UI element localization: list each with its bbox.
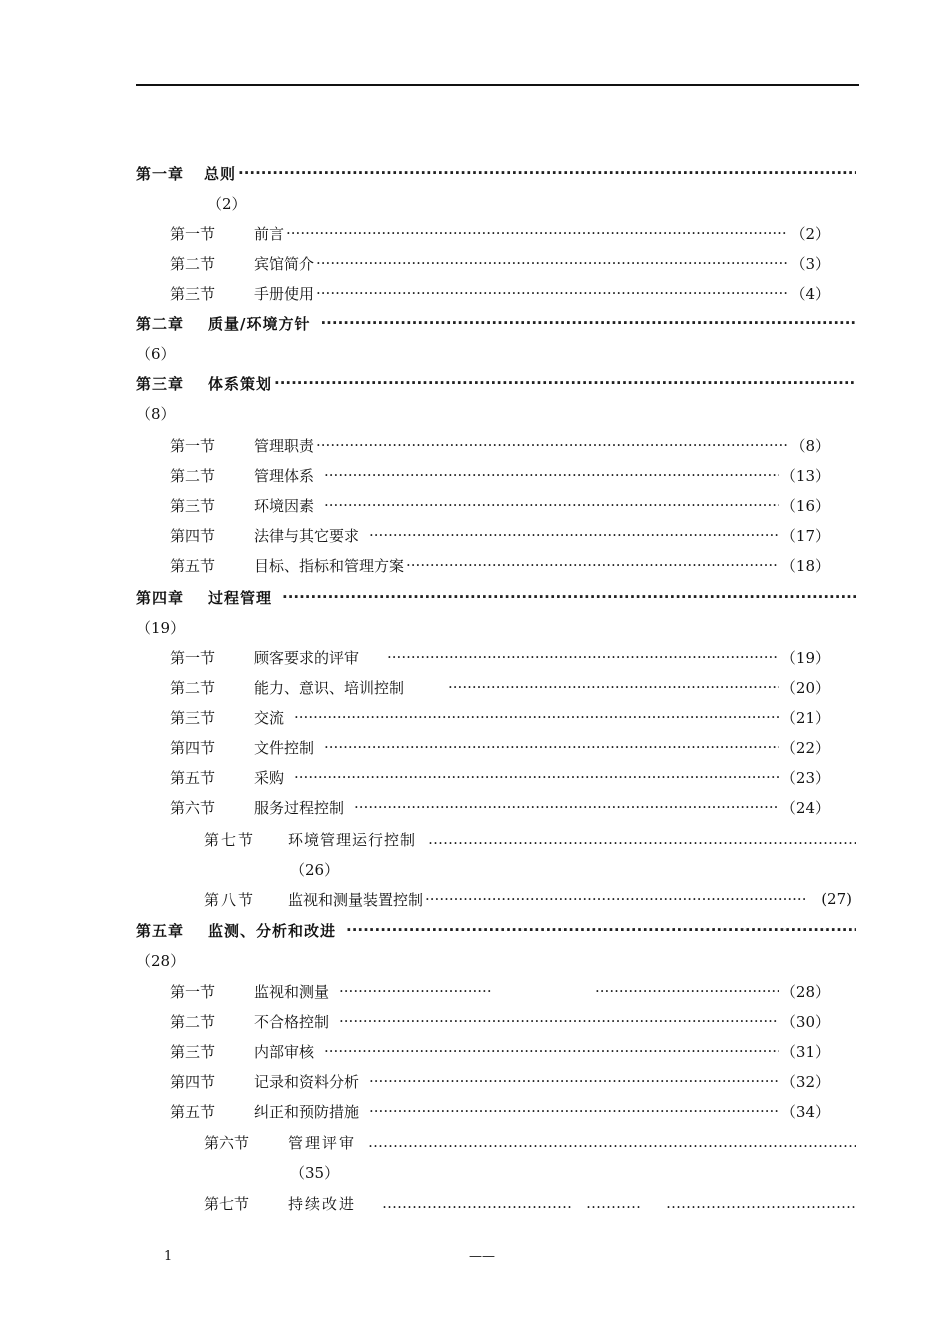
section-page: （34） xyxy=(780,1102,830,1121)
section-label: 第八节 xyxy=(204,890,256,909)
chapter-title: 监测、分析和改进 xyxy=(208,921,337,940)
toc-section[interactable] xyxy=(204,1188,858,1218)
leader-dots xyxy=(282,588,856,606)
leader-dots xyxy=(586,1194,642,1212)
leader-dots xyxy=(595,982,779,1000)
toc-chapter-5-page: （28） xyxy=(136,951,186,970)
section-page: （4） xyxy=(790,284,830,303)
section-title: 环境管理运行控制 xyxy=(288,830,417,849)
leader-dots xyxy=(316,284,788,302)
section-page: （30） xyxy=(780,1012,830,1031)
section-page: （32） xyxy=(780,1072,830,1091)
section-title: 法律与其它要求 xyxy=(254,526,360,545)
section-page: （16） xyxy=(780,496,830,515)
leader-dots xyxy=(369,526,779,544)
section-label: 第五节 xyxy=(170,1102,216,1121)
leader-dots xyxy=(666,1194,856,1212)
leader-dots xyxy=(324,496,779,514)
leader-dots xyxy=(294,768,779,786)
section-page: （18） xyxy=(780,556,830,575)
section-page: （24） xyxy=(780,798,830,817)
leader-dots xyxy=(294,708,779,726)
toc-section[interactable] xyxy=(170,642,830,672)
section-title: 服务过程控制 xyxy=(254,798,345,817)
section-label: 第二节 xyxy=(170,466,216,485)
leader-dots xyxy=(369,1072,779,1090)
section-label: 第一节 xyxy=(170,982,216,1001)
chapter-label: 第五章 xyxy=(136,921,185,940)
toc-section-page-wrapped: （35） xyxy=(290,1163,340,1182)
section-page: （19） xyxy=(780,648,830,667)
toc-section[interactable] xyxy=(170,460,830,490)
chapter-title: 总则 xyxy=(204,164,237,183)
leader-dots xyxy=(286,224,788,242)
toc-section[interactable] xyxy=(170,1036,830,1066)
leader-dots xyxy=(324,738,779,756)
section-label: 第一节 xyxy=(170,648,216,667)
toc-section[interactable] xyxy=(170,702,830,732)
section-page: (27) xyxy=(821,890,852,908)
toc-chapter-3-page: （8） xyxy=(136,404,176,423)
section-page: （3） xyxy=(790,254,830,273)
leader-dots xyxy=(369,1102,779,1120)
chapter-title: 质量/环境方针 xyxy=(208,314,311,333)
chapter-label: 第四章 xyxy=(136,588,185,607)
leader-dots xyxy=(387,648,779,666)
toc-chapter-2-page: （6） xyxy=(136,344,176,363)
section-label: 第一节 xyxy=(170,436,216,455)
toc-section[interactable] xyxy=(170,792,830,822)
leader-dots xyxy=(274,374,856,392)
section-title: 记录和资料分析 xyxy=(254,1072,360,1091)
section-label: 第四节 xyxy=(170,526,216,545)
section-title: 持续改进 xyxy=(288,1194,357,1213)
chapter-title: 体系策划 xyxy=(208,374,273,393)
toc-chapter-2[interactable] xyxy=(136,308,858,338)
leader-dots xyxy=(406,556,779,574)
section-label: 第六节 xyxy=(170,798,216,817)
section-page: （17） xyxy=(780,526,830,545)
section-title: 文件控制 xyxy=(254,738,315,757)
toc-section[interactable] xyxy=(170,248,830,278)
section-title: 能力、意识、培训控制 xyxy=(254,678,405,697)
leader-dots xyxy=(316,254,788,272)
footer-dash: —— xyxy=(469,1249,495,1264)
toc-section[interactable] xyxy=(204,1127,858,1157)
toc-section[interactable] xyxy=(170,732,830,762)
section-title: 监视和测量装置控制 xyxy=(288,890,424,909)
section-title: 目标、指标和管理方案 xyxy=(254,556,405,575)
toc-section[interactable] xyxy=(170,520,830,550)
leader-dots xyxy=(425,890,805,908)
section-title: 交流 xyxy=(254,708,285,727)
section-label: 第四节 xyxy=(170,738,216,757)
toc-section[interactable] xyxy=(170,490,830,520)
section-title: 顾客要求的评审 xyxy=(254,648,360,667)
section-page: （31） xyxy=(780,1042,830,1061)
section-title: 采购 xyxy=(254,768,285,787)
section-title: 内部审核 xyxy=(254,1042,315,1061)
chapter-label: 第二章 xyxy=(136,314,185,333)
toc-section[interactable] xyxy=(170,430,830,460)
section-page: （22） xyxy=(780,738,830,757)
leader-dots xyxy=(382,1194,572,1212)
chapter-label: 第一章 xyxy=(136,164,185,183)
section-page: （21） xyxy=(780,708,830,727)
leader-dots xyxy=(324,1042,779,1060)
section-label: 第三节 xyxy=(170,708,216,727)
toc-section[interactable] xyxy=(170,1096,830,1126)
leader-dots xyxy=(324,466,779,484)
section-label: 第六节 xyxy=(204,1133,250,1152)
leader-dots xyxy=(316,436,788,454)
toc-section[interactable] xyxy=(204,884,852,914)
section-title: 环境因素 xyxy=(254,496,315,515)
section-label: 第七节 xyxy=(204,1194,250,1213)
toc-section[interactable] xyxy=(170,672,830,702)
toc-section[interactable] xyxy=(170,1066,830,1096)
section-page: （28） xyxy=(780,982,830,1001)
section-label: 第五节 xyxy=(170,556,216,575)
section-title: 手册使用 xyxy=(254,284,315,303)
leader-dots xyxy=(238,164,856,182)
section-label: 第三节 xyxy=(170,284,216,303)
section-label: 第三节 xyxy=(170,1042,216,1061)
section-page: （23） xyxy=(780,768,830,787)
toc-section[interactable] xyxy=(170,550,830,580)
section-title: 宾馆简介 xyxy=(254,254,315,273)
toc-section[interactable] xyxy=(170,218,830,248)
leader-dots xyxy=(339,1012,779,1030)
toc-chapter-5[interactable] xyxy=(136,915,858,945)
section-page: （20） xyxy=(780,678,830,697)
leader-dots xyxy=(448,678,779,696)
leader-dots xyxy=(339,982,491,1000)
section-title: 前言 xyxy=(254,224,285,243)
leader-dots xyxy=(368,1133,856,1151)
leader-dots xyxy=(354,798,779,816)
section-label: 第七节 xyxy=(204,830,256,849)
toc-section-page-wrapped: （26） xyxy=(290,860,340,879)
toc-chapter-3[interactable] xyxy=(136,368,858,398)
toc-section[interactable] xyxy=(170,1006,830,1036)
section-label: 第四节 xyxy=(170,1072,216,1091)
leader-dots xyxy=(346,921,856,939)
section-title: 监视和测量 xyxy=(254,982,330,1001)
section-label: 第一节 xyxy=(170,224,216,243)
toc-section[interactable] xyxy=(170,976,830,1006)
chapter-title: 过程管理 xyxy=(208,588,273,607)
toc-chapter-4-page: （19） xyxy=(136,618,186,637)
section-label: 第五节 xyxy=(170,768,216,787)
section-page: （8） xyxy=(790,436,830,455)
toc-chapter-1-page: （2） xyxy=(207,194,247,213)
leader-dots xyxy=(320,314,856,332)
section-label: 第二节 xyxy=(170,1012,216,1031)
section-title: 纠正和预防措施 xyxy=(254,1102,360,1121)
section-label: 第二节 xyxy=(170,678,216,697)
toc-section[interactable] xyxy=(204,824,858,854)
section-page: （2） xyxy=(790,224,830,243)
toc-chapter-4[interactable] xyxy=(136,582,858,612)
header-rule xyxy=(136,84,859,86)
section-title: 不合格控制 xyxy=(254,1012,330,1031)
section-title: 管理评审 xyxy=(288,1133,357,1152)
footer-page-number: 1 xyxy=(164,1249,173,1264)
section-label: 第三节 xyxy=(170,496,216,515)
section-label: 第二节 xyxy=(170,254,216,273)
section-title: 管理体系 xyxy=(254,466,315,485)
leader-dots xyxy=(428,830,856,848)
section-page: （13） xyxy=(780,466,830,485)
chapter-label: 第三章 xyxy=(136,374,185,393)
toc-section[interactable] xyxy=(170,762,830,792)
toc-chapter-1[interactable] xyxy=(136,158,858,188)
section-title: 管理职责 xyxy=(254,436,315,455)
toc-section[interactable] xyxy=(170,278,830,308)
